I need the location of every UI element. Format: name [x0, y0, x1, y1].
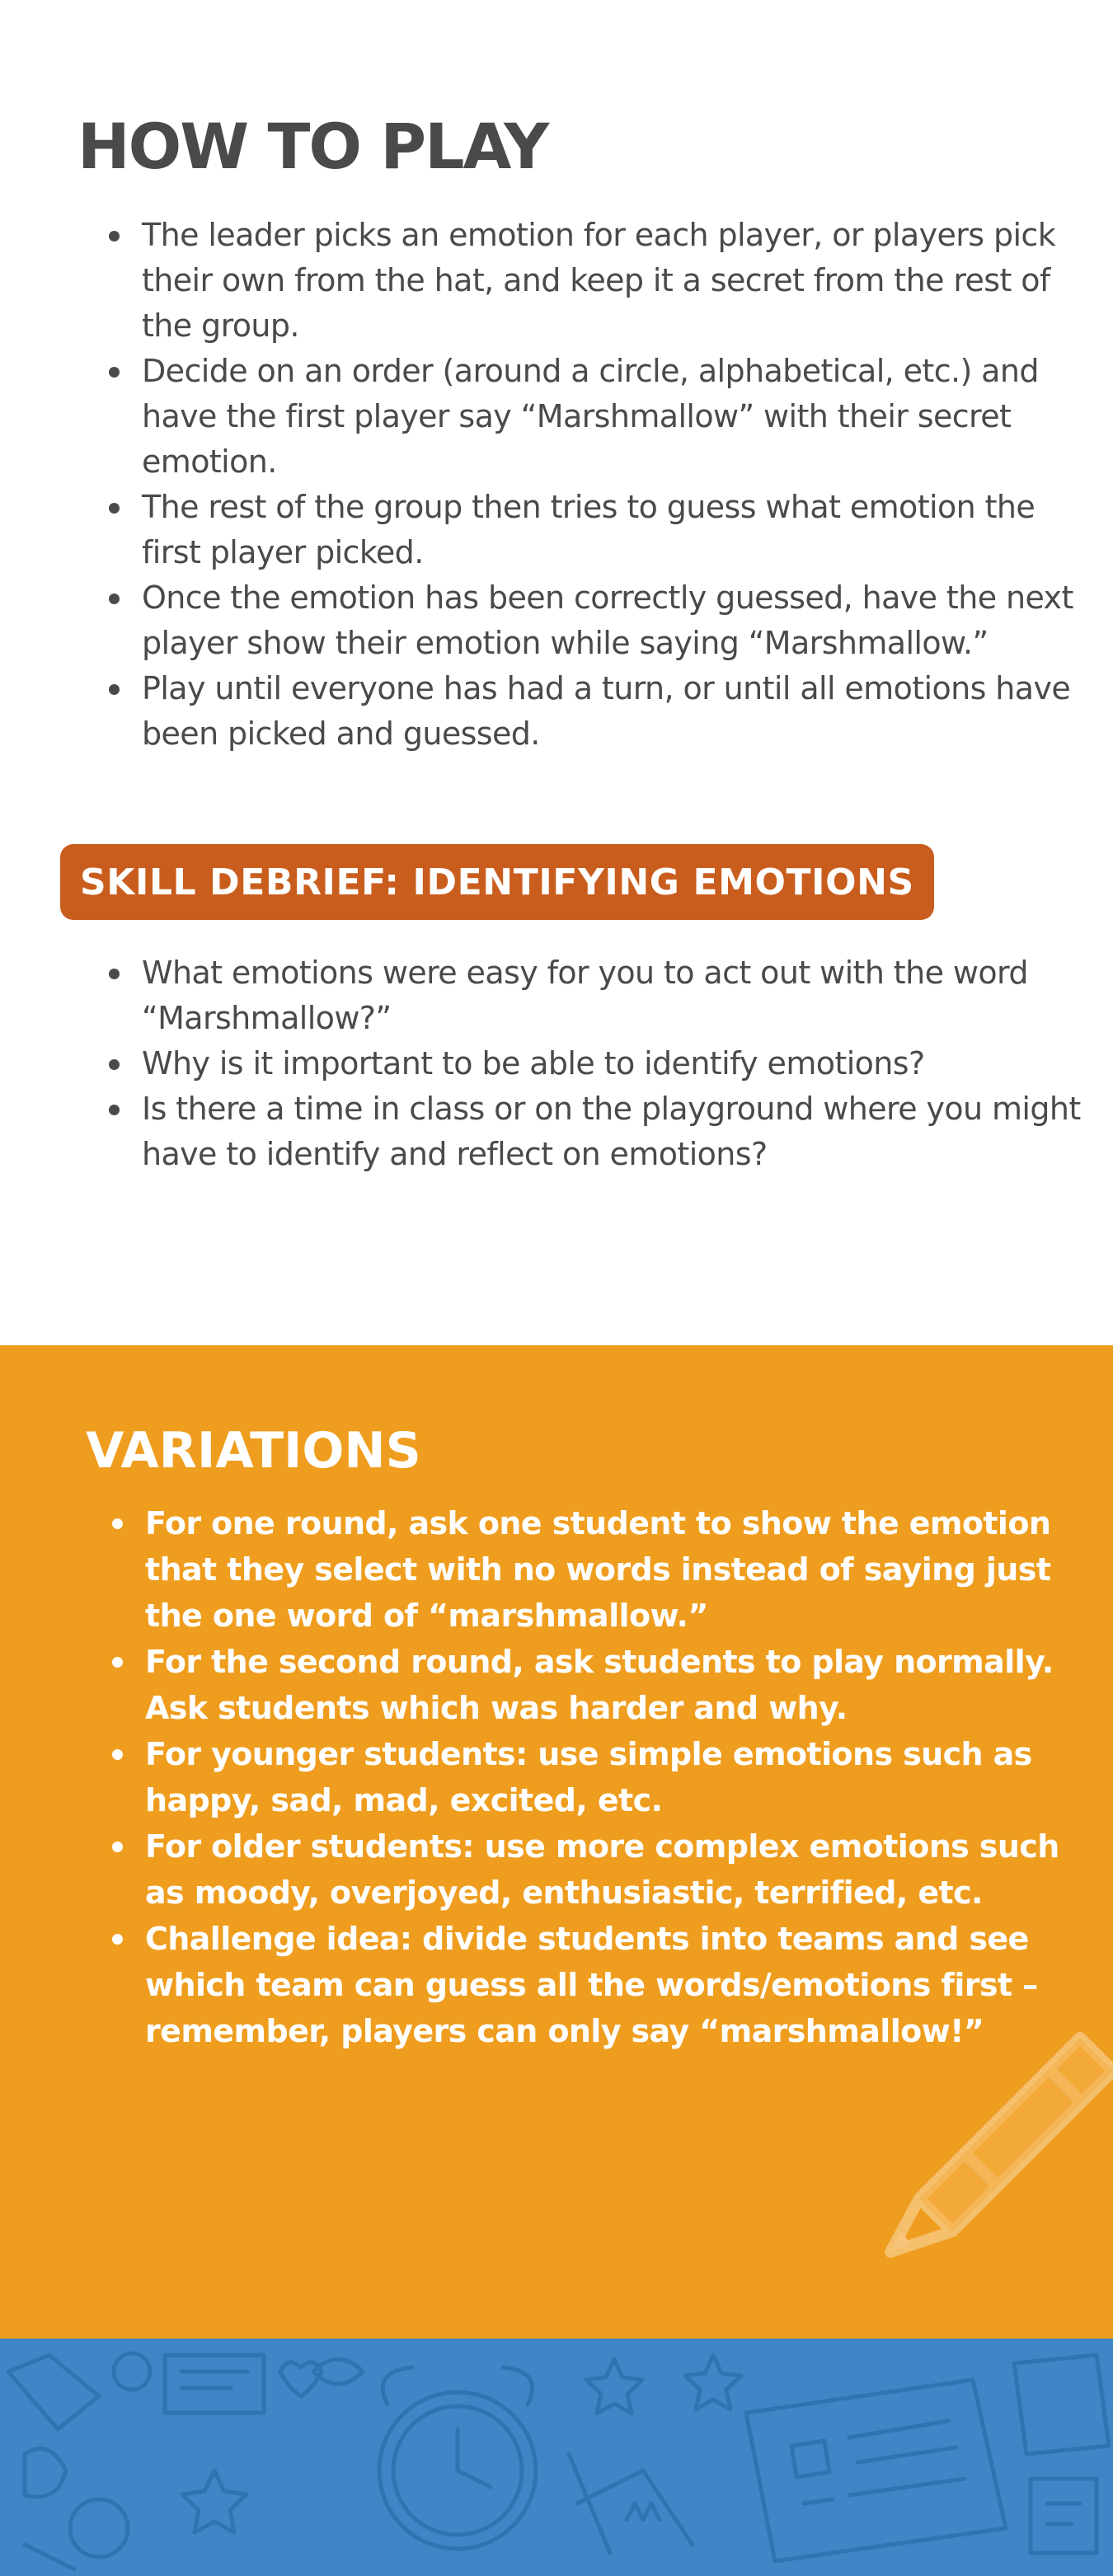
pencil-icon — [874, 2013, 1113, 2269]
variations-list — [81, 1500, 1070, 2054]
bullet — [109, 367, 120, 378]
doodle-pattern — [0, 2339, 1113, 2576]
list-item: Once the emotion has been correctly guessed, have the next player show their emotion while saying “Marshmallow.” — [77, 575, 1083, 666]
list-item: For younger students: use simple emotions such as happy, sad, mad, excited, etc. — [81, 1731, 1070, 1823]
bullet — [112, 1934, 123, 1945]
list-item: For one round, ask one student to show the emotion that they select with no words instead of saying just the one word of “marshmallow.” — [81, 1500, 1070, 1639]
variations-title: VARIATIONS — [86, 1422, 421, 1480]
bullet — [109, 594, 120, 604]
bullet — [109, 1059, 120, 1070]
list-item: Why is it important to be able to identify emotions? — [77, 1041, 1083, 1086]
bullet — [109, 503, 120, 514]
skill-debrief-badge — [60, 844, 934, 920]
list-item: For older students: use more complex emotions such as moody, overjoyed, enthusiastic, terrified, etc. — [81, 1823, 1070, 1916]
bullet — [112, 1657, 123, 1668]
how-to-play-title: HOW TO PLAY — [77, 110, 548, 183]
skill-debrief-title: SKILL DEBRIEF: IDENTIFYING EMOTIONS — [80, 861, 914, 903]
footer-pattern-band — [0, 2339, 1113, 2576]
skill-debrief-list — [77, 950, 1083, 1177]
list-item: The rest of the group then tries to guess what emotion the first player picked. — [77, 485, 1083, 575]
list-item: Decide on an order (around a circle, alphabetical, etc.) and have the first player say “Marshmallow” with their secret emotion. — [77, 349, 1083, 485]
how-to-play-list — [77, 213, 1083, 757]
bullet — [109, 1105, 120, 1115]
variations-section — [0, 1345, 1113, 2339]
bullet — [112, 1518, 123, 1529]
bullet — [112, 1749, 123, 1760]
list-item: Is there a time in class or on the playground where you might have to identify and reflect on emotions? — [77, 1086, 1083, 1177]
bullet — [109, 969, 120, 979]
bullet — [109, 231, 120, 242]
bullet — [112, 1842, 123, 1852]
list-item: For the second round, ask students to play normally. Ask students which was harder and why. — [81, 1639, 1070, 1731]
list-item: Play until everyone has had a turn, or until all emotions have been picked and guessed. — [77, 666, 1083, 757]
list-item: The leader picks an emotion for each player, or players pick their own from the hat, and keep it a secret from the rest of the group. — [77, 213, 1083, 349]
bullet — [109, 684, 120, 695]
list-item: What emotions were easy for you to act out with the word “Marshmallow?” — [77, 950, 1083, 1041]
list-item: Challenge idea: divide students into teams and see which team can guess all the words/emotions first – remember, players can only say “marshmallow!” — [81, 1916, 1070, 2054]
